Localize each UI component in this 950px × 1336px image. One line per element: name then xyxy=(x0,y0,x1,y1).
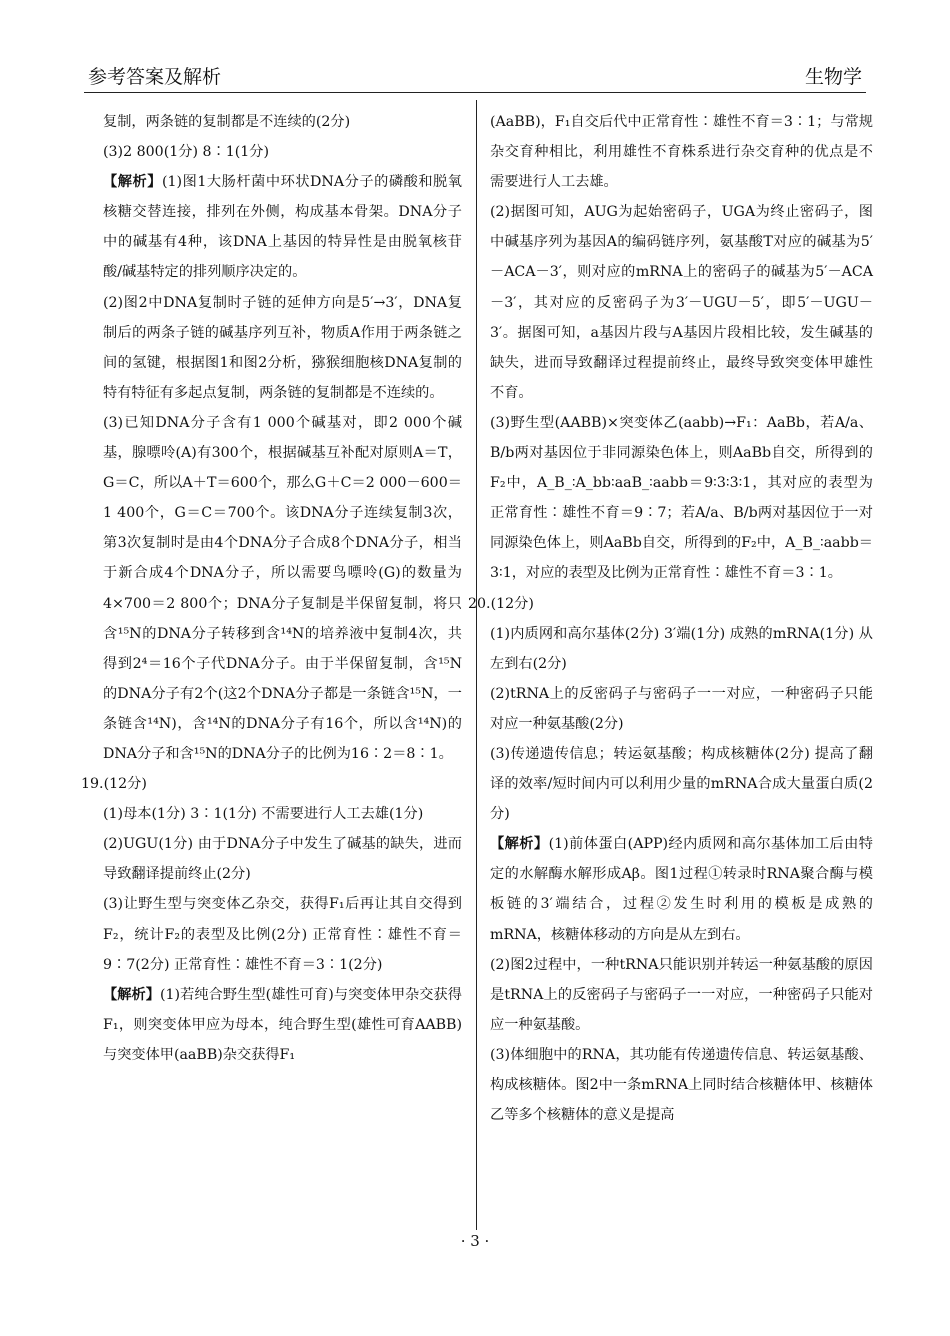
paragraph-text: (AaBB)，F₁自交后代中正常育性∶雄性不育＝3∶1；与常规杂交育种相比，利用雄性不育株系进行杂交育种的优点是不需要进行人工去雄。 xyxy=(490,114,873,191)
answer-paragraph xyxy=(468,589,873,619)
answer-paragraph xyxy=(103,167,462,287)
paragraph-text: (1)母本(1分) 3∶1(1分) 不需要进行人工去雄(1分) xyxy=(103,806,424,823)
left-column xyxy=(81,107,463,1070)
paragraph-text: (3)2 800(1分) 8∶1(1分) xyxy=(103,144,270,161)
paragraph-text: (12分) xyxy=(103,776,147,793)
answer-paragraph xyxy=(490,829,873,949)
answer-paragraph xyxy=(103,107,462,137)
answer-paragraph xyxy=(103,889,462,979)
header-title: 参考答案及解析 xyxy=(88,66,222,88)
paragraph-text: (3)野生型(AABB)×突变体乙(aabb)→F₁：AaBb，若A/a、B/b两对基因位于非同源染色体上，则AaBb自交，所得到的F₂中，A_B_∶A_bb∶aaB_∶aabb＝9∶3∶3∶1，其对应的表型为正常育性∶雄性不育＝9∶7；若A/a、B/b两对基因位于一对同源染色体上，则AaBb自交，所得到的F₂中，A_B_∶aabb＝3∶1，对应的表型及比例为正常育性∶雄性不育＝3∶1。 xyxy=(490,414,873,582)
answer-paragraph xyxy=(490,619,873,679)
paragraph-text: (1)前体蛋白(APP)经内质网和高尔基体加工后由特定的水解酶水解形成Aβ。图1过程①转录时RNA聚合酶与模板链的3′端结合，过程②发生时利用的模板是成熟的mRNA，核糖体移动的方向是从左到右。 xyxy=(490,836,873,943)
paragraph-text: (12分) xyxy=(490,595,534,612)
answer-paragraph xyxy=(103,408,462,769)
right-column xyxy=(468,107,873,1130)
question-number: 20. xyxy=(468,595,491,612)
answer-paragraph xyxy=(103,829,462,889)
answer-paragraph xyxy=(103,137,462,167)
paragraph-text: (2)tRNA上的反密码子与密码子一一对应，一种密码子只能对应一种氨基酸(2分) xyxy=(490,685,873,732)
analysis-tag: 【解析】 xyxy=(103,174,162,191)
answer-paragraph xyxy=(490,107,873,197)
paragraph-text: (3)让野生型与突变体乙杂交，获得F₁后再让其自交得到F₂，统计F₂的表型及比例(2分) 正常育性∶雄性不育＝9∶7(2分) 正常育性∶雄性不育＝3∶1(2分) xyxy=(103,896,462,973)
question-number: 19. xyxy=(81,776,104,793)
analysis-tag: 【解析】 xyxy=(490,836,549,853)
header-subject: 生物学 xyxy=(804,66,862,88)
answer-paragraph xyxy=(103,799,462,829)
paragraph-text: (1)内质网和高尔基体(2分) 3′端(1分) 成熟的mRNA(1分) 从左到右(2分) xyxy=(490,625,873,672)
answer-paragraph xyxy=(490,679,873,739)
paragraph-text: (2)图2中DNA复制时子链的延伸方向是5′→3′，DNA复制后的两条子链的碱基序列互补，物质A作用于两条链之间的氢键，根据图1和图2分析，猕猴细胞核DNA复制的特有特征有多起点复制，两条链的复制都是不连续的。 xyxy=(103,294,462,401)
analysis-tag: 【解析】 xyxy=(103,986,160,1003)
paragraph-text: 复制，两条链的复制都是不连续的(2分) xyxy=(103,114,351,130)
answer-paragraph xyxy=(81,769,462,799)
answer-paragraph xyxy=(103,288,462,408)
page-number: · 3 · xyxy=(460,1232,490,1250)
answer-paragraph xyxy=(490,1040,873,1130)
answer-paragraph xyxy=(490,408,873,589)
answer-paragraph xyxy=(490,197,873,408)
column-divider xyxy=(476,100,477,1230)
paragraph-text: (1)图1大肠杆菌中环状DNA分子的磷酸和脱氧核糖交替连接，排列在外侧，构成基本骨架。DNA分子中的碱基有4种，该DNA上基因的特异性是由脱氧核苷酸/碱基特定的排列顺序决定的。 xyxy=(103,174,462,281)
answer-paragraph xyxy=(490,739,873,829)
paragraph-text: (1)若纯合野生型(雄性可育)与突变体甲杂交获得F₁，则突变体甲应为母本，纯合野生型(雄性可育AABB)与突变体甲(aaBB)杂交获得F₁ xyxy=(103,986,462,1063)
paragraph-text: (3)传递遗传信息；转运氨基酸；构成核糖体(2分) 提高了翻译的效率/短时间内可以利用少量的mRNA合成大量蛋白质(2分) xyxy=(490,745,873,823)
page-header xyxy=(84,58,866,93)
paragraph-text: (2)据图可知，AUG为起始密码子，UGA为终止密码子，图中碱基序列为基因A的编码链序列，氨基酸T对应的碱基为5′－ACA－3′，则对应的mRNA上的密码子的碱基为5′－ACA－3′，其对应的反密码子为3′－UGU－5′，即5′－UGU－3′。据图可知，a基因片段与A基因片段相比较，发生碱基的缺失，进而导致翻译过程提前终止，最终导致突变体甲雄性不育。 xyxy=(490,204,873,401)
paragraph-text: (3)体细胞中的RNA，其功能有传递遗传信息、转运氨基酸、构成核糖体。图2中一条mRNA上同时结合核糖体甲、核糖体乙等多个核糖体的意义是提高 xyxy=(490,1046,873,1124)
paragraph-text: (2)UGU(1分) 由于DNA分子中发生了碱基的缺失，进而导致翻译提前终止(2分) xyxy=(103,836,462,883)
paragraph-text: (2)图2过程中，一种tRNA只能识别并转运一种氨基酸的原因是tRNA上的反密码子与密码子一一对应，一种密码子只能对应一种氨基酸。 xyxy=(490,956,873,1033)
answer-paragraph xyxy=(490,950,873,1040)
paragraph-text: (3)已知DNA分子含有1 000个碱基对，即2 000个碱基，腺嘌呤(A)有300个，根据碱基互补配对原则A＝T，G＝C，所以A＋T＝600个，那么G＋C＝2 000－600＝1 400个，G＝C＝700个。该DNA分子连续复制3次，第3次复制时是由4个DNA分子合成8个DNA分子，相当于新合成4个DNA分子，所以需要鸟嘌呤(G)的数量为4×700＝2 800个；DNA分子复制是半保留复制，将只含¹⁵N的DNA分子转移到含¹⁴N的培养液中复制4次，共得到2⁴＝16个子代DNA分子。由于半保留复制，含¹⁵N的DNA分子有2个(这2个DNA分子都是一条链含¹⁵N，一条链含¹⁴N)，含¹⁴N的DNA分子有16个，所以含¹⁴N)的DNA分子和含¹⁵N的DNA分子的比例为16∶2＝8∶1。 xyxy=(103,414,463,762)
answer-paragraph xyxy=(103,980,462,1070)
